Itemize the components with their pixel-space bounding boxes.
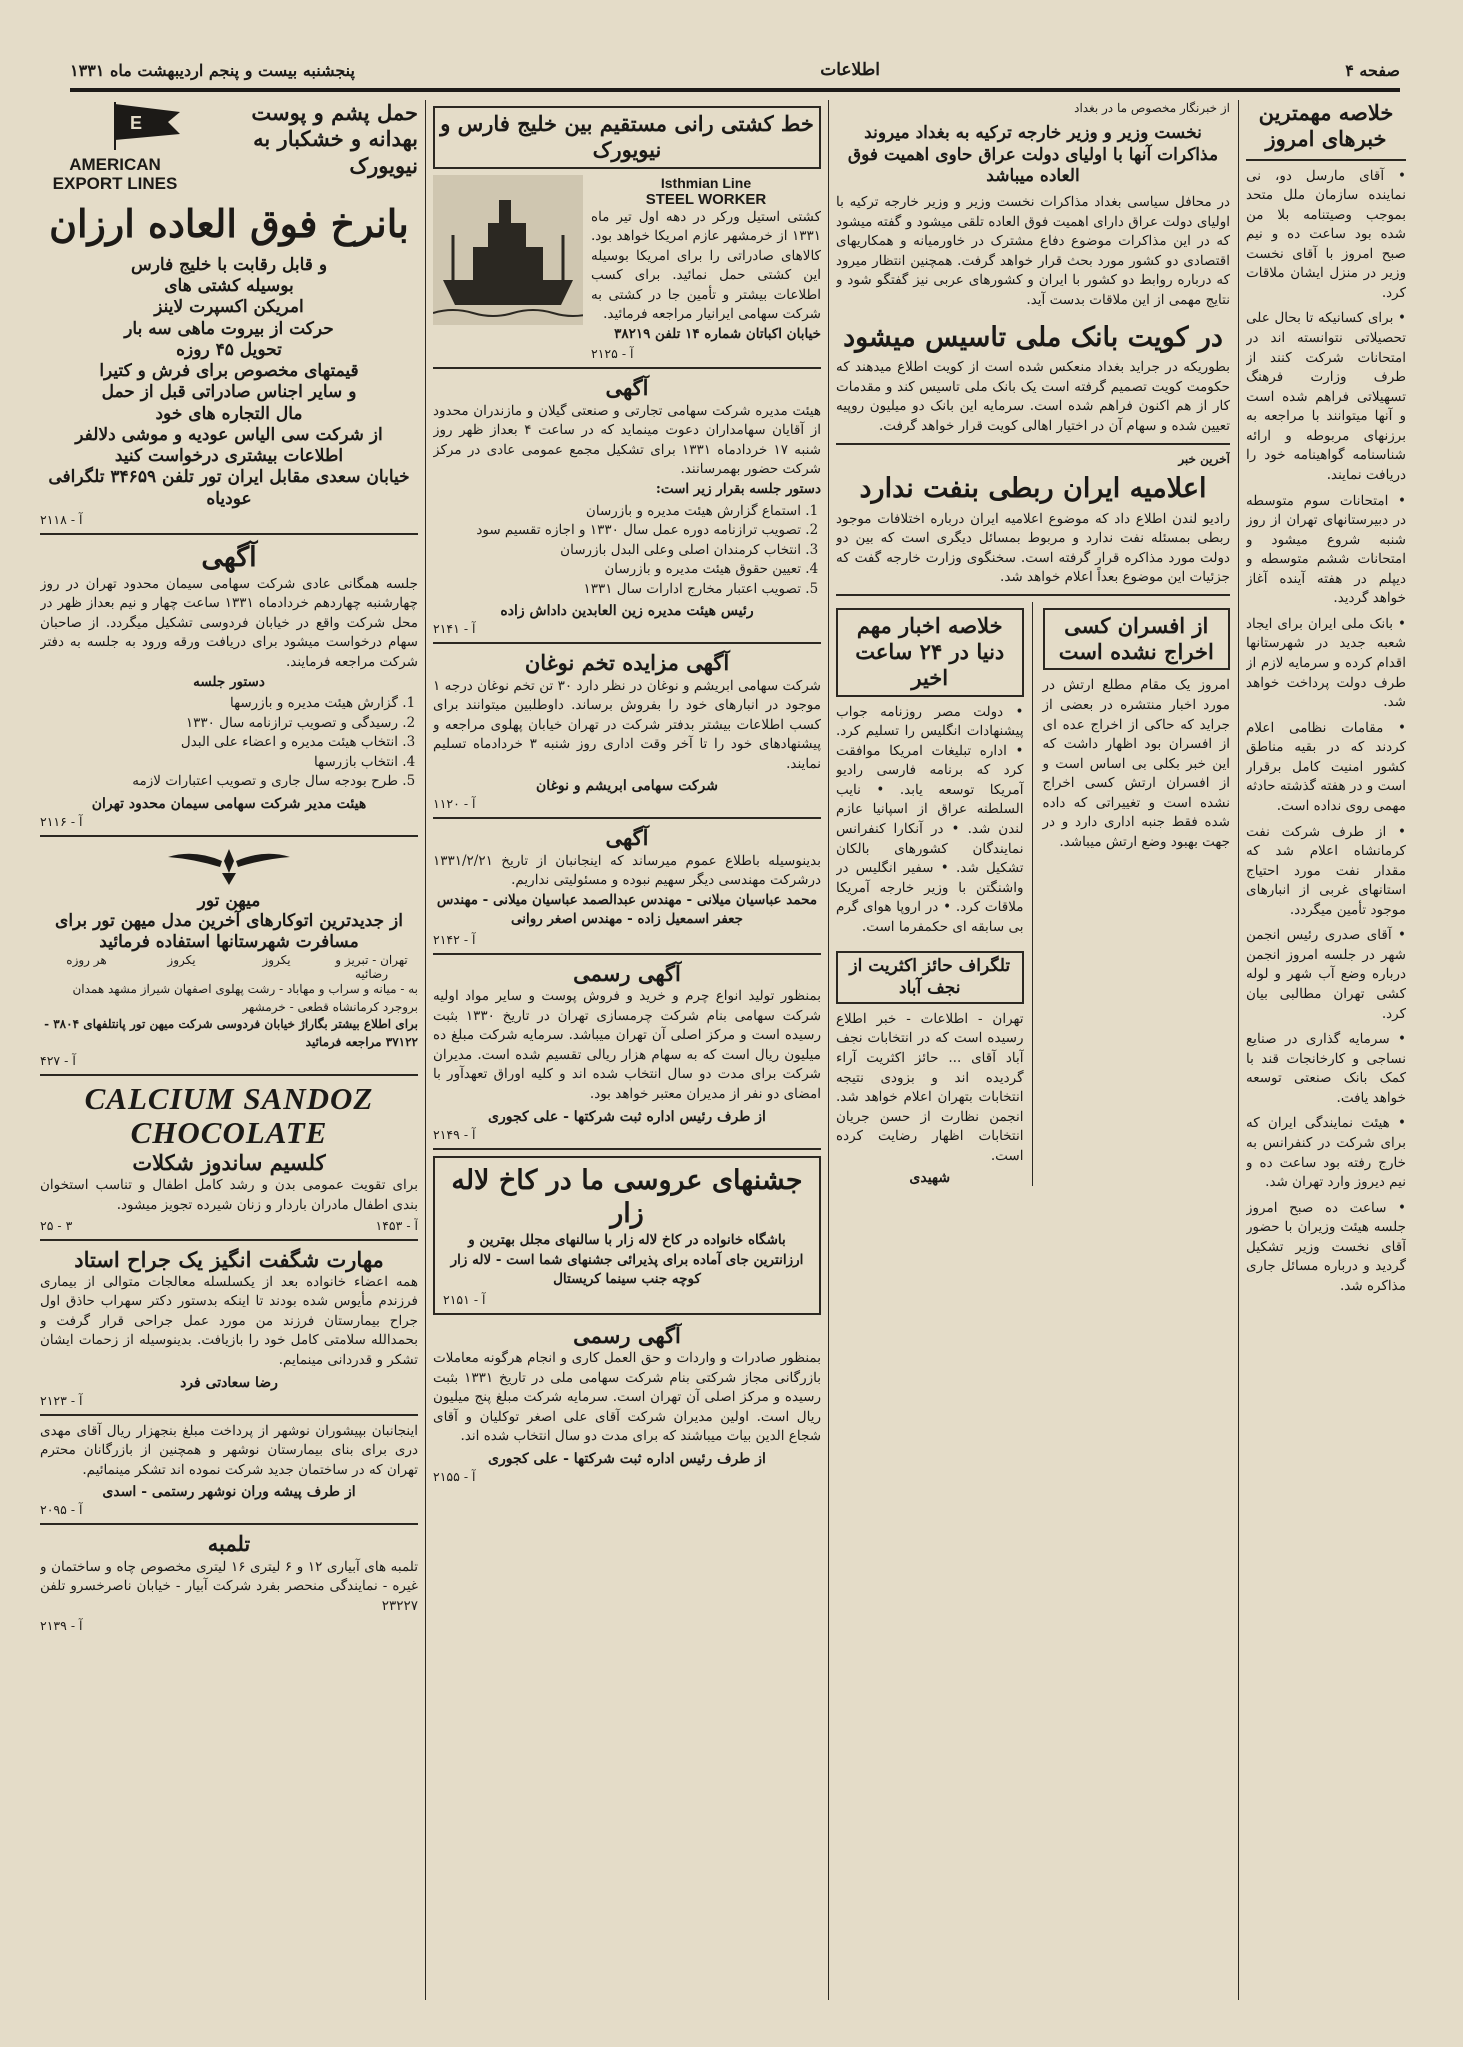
news-column <box>836 100 1230 2005</box>
divider <box>40 1523 418 1525</box>
ship-name: STEEL WORKER <box>645 190 767 208</box>
mihan-title: از جدیدترین اتوکارهای آخرین مدل میهن تور برای مسافرت شهرستانها استفاده فرمائید <box>55 910 403 953</box>
mihan-address: برای اطلاع بیشتر بگاراژ خیابان فردوسی شرکت میهن تور پانتلفهای ۳۸۰۴ - ۳۷۱۲۲ مراجعه فرمائید <box>44 1017 418 1049</box>
notice-title: آگهی مزایده تخم نوغان <box>524 650 730 676</box>
split-section <box>836 602 1230 1187</box>
list-item: 3. انتخاب کرمندان اصلی وعلی البدل بازرسان <box>433 541 801 561</box>
text-line: یکروز <box>262 953 291 968</box>
text-line: • بانک ملی ایران برای ایجاد شعبه جدید در شهرستانها اقدام کرده و سرمایه لازم از طرف دولت پرداخت خواهد شد. <box>1246 615 1406 711</box>
list-item: 4. تعیین حقوق هیئت مدیره و بازرسان <box>433 560 801 580</box>
text-line: از شرکت سی الیاس عودیه و موشی دلالفر <box>75 424 383 445</box>
ad-code: آ - ۲۱۳۹ <box>40 1618 83 1634</box>
text-line: و سایر اجناس صادراتی قبل از حمل <box>101 382 357 403</box>
tolombe-body: تلمبه های آبیاری ۱۲ و ۶ لیتری ۱۶ لیتری مخصوص چاه و ساختمان و غیره - نمایندگی منحصر بفرد شرکت آبیار - خیابان ناصرخسرو تلفن ۲۳۲۲۷ <box>40 1558 418 1614</box>
tolombe-title: تلمبه <box>207 1531 251 1557</box>
ship-ad <box>433 175 821 362</box>
winged-emblem-icon <box>164 843 294 887</box>
notice-names: محمد عباسیان میلانی - مهندس عبدالصمد عباسیان میلانی - مهندس جعفر اسمعیل زاده - مهندس اصغر روانی <box>436 891 818 928</box>
ad-code: آ - ۲۱۴۲ <box>433 931 476 947</box>
notice-body: شرکت سهامی ابریشم و نوغان در نظر دارد ۳۰ تن تخم نوغان درجه ۱ موجود در انبارهای خود را بفروش برساند. داوطلبین میتوانند برای کسب اطلاعات بیشتر بدفتر شرکت در تهران خیابان پهلوی مراجعه و پیشنهادهای خود را تا آخر وقت اداری روز شنبه ۳ خردادماه تسلیم نمایند. <box>433 677 821 772</box>
list-item: 3. انتخاب هیئت مدیره و اعضاء علی البدل <box>40 733 398 753</box>
text-line: خیابان سعدی مقابل ایران تور تلفن ۳۴۶۵۹ تلگرافی عودیاه <box>48 467 410 509</box>
ad-code: آ - ۲۱۲۳ <box>40 1392 83 1408</box>
export-headline: بانرخ فوق العاده ارزان <box>49 201 409 247</box>
surgeon-title: مهارت شگفت انگیز یک جراح استاد <box>74 1246 384 1272</box>
ad-code: آ - ۲۰۹۵ <box>40 1502 83 1518</box>
text-line: بوسیله کشتی های <box>164 276 294 297</box>
summary-title: خلاصه مهمترین خبرهای امروز <box>1258 100 1394 152</box>
list-item: 4. انتخاب بازرسها <box>40 753 398 773</box>
column-rule <box>828 100 829 2000</box>
ads-column-left <box>40 100 418 2005</box>
notice-title: آگهی <box>605 375 649 401</box>
sub-column <box>836 602 1033 1187</box>
headline: خط کشتی رانی مستقیم بین خلیج فارس و نیویورک <box>433 106 821 169</box>
calcium-body: برای تقویت عمومی بدن و رشد کامل اطفال و تناسب استخوان بندی اطفال مادران باردار و زنان شیرده تجویز میشود. <box>40 1177 418 1213</box>
text-line: • آقای مارسل دو، نی نماینده سازمان ملل متحد بموجب وصیتنامه بلا من شده بود ساعت ده و نیم صبح امروز با آقای نخست وزیر در منزل ایشان ملاقات کرد. <box>1246 167 1406 301</box>
article-body: در محافل سیاسی بغداد مذاکرات نخست وزیر و وزیر خارجه ترکیه با اولیای دولت عراق دارای اهمیت فوق العاده تلقی میشود و گفته میشود که در این مذاکرات موضوع دفاع مشترک در خاورمیانه و همکاریهای اقتصادی دو کشور مورد بحث قرار خواهد گرفت. همچنین انتظار میرود که درباره روابط دو کشور با ایران و کشورهای عربی نیز گفتگو شود و نتایج مهمی از این ملاقات بدست آید. <box>836 194 1230 308</box>
surgeon-body: همه اعضاء خانواده بعد از یکسلسله معالجات متوالی از بیماری فرزندم مأیوس شده بودند تا اینکه بدستور دکتر سهراب حاذق اول جراح بیمارستان فرزند من مورد عمل جراحی قرار گرفت و بحمدالله سلامتی کامل خود را بازیافت. بدینوسیله از زحمات ایشان تشکر و قدردانی مینمایم. <box>40 1273 418 1369</box>
calcium-persian: کلسیم ساندوز شکلات <box>132 1150 326 1176</box>
code-row <box>40 1216 418 1233</box>
article-body: امروز یک مقام مطلع ارتش در مورد اخبار منتشره در بعضی از جراید که حاکی از اخراج عده ای از افسران بود اظهار داشت که این خبر بکلی بی اساس است و از افسران ارتش کسی اخراج نشده است و تغییراتی که داده شده فقط جنبه اداری دارد و در جهت بهبود وضع ارتش میباشد. <box>1042 677 1230 850</box>
ad-code: آ - ۲۱۴۱ <box>433 621 476 637</box>
ad-code: آ - ۲۱۲۵ <box>591 346 634 362</box>
list-item: 5. طرح بودجه سال جاری و تصویب اعتبارات لازمه <box>40 772 398 792</box>
signature: شهیدی <box>909 1170 951 1187</box>
headline: اعلامیه ایران ربطی بنفت ندارد <box>859 472 1207 504</box>
ad-code: آ - ۲۱۱۶ <box>40 813 83 829</box>
summary-column <box>1246 100 1406 2005</box>
notice-title: آگهی رسمی <box>573 1322 681 1348</box>
signature: از طرف پیشه وران نوشهر رستمی - اسدی <box>102 1484 356 1501</box>
list-item: 1. استماع گزارش هیئت مدیره و بازرسان <box>433 502 801 522</box>
sub-column <box>1043 602 1231 1187</box>
text-line: امریکن اکسپرت لاینز <box>154 297 304 318</box>
flag-icon <box>40 100 190 152</box>
text-line: تحویل ۴۵ روزه <box>176 339 282 360</box>
divider <box>1246 159 1406 161</box>
divider <box>40 1074 418 1076</box>
text-line: و قابل رقابت با خلیج فارس <box>130 254 328 275</box>
divider <box>433 817 821 819</box>
agenda-title: دستور جلسه بقرار زیر است: <box>655 480 821 497</box>
text-line: • از طرف شرکت نفت کرمانشاه اعلام شد که مقدار نفت مورد احتیاج استانهای غربی از انبارهای موجود تأمین میگردد. <box>1246 823 1406 918</box>
text-line: • آقای صدری رئیس انجمن شهر در جلسه امروز انجمن درباره وضع آب شهر و لوله کشی تهران مطالبی بیان کرد. <box>1246 927 1406 1022</box>
schedule-row <box>40 953 418 981</box>
divider <box>836 594 1230 596</box>
export-logo <box>40 100 190 193</box>
calcium-brand: CALCIUM SANDOZ CHOCOLATE <box>84 1080 374 1151</box>
section-header: از خبرنگار مخصوص ما در بغداد <box>1074 101 1230 115</box>
headline: از افسران کسی اخراج نشده است <box>1043 608 1231 671</box>
notice-title: آگهی <box>201 541 257 573</box>
text-line: • برای کسانیکه تا بحال علی تحصیلاتی نتوانسته اند در امتحانات شرکت کنند از طرف وزارت فرهنگ تسهیلاتی فراهم شده است و آنها میتوانند با مراجعه به برزنهای مربوطه و ارائه شناسنامه گواهینامه خود را دریافت نمایند. <box>1246 310 1406 483</box>
wedding-ad <box>433 1156 821 1315</box>
notice-body: هیئت مدیره شرکت سهامی تجارتی و صنعتی گیلان و مازندران محدود از آقایان سهامداران دعوت مینماید که در ساعت ۴ بعداز ظهر روز شنبه ۱۷ خردادماه ۱۳۳۱ برای تشکیل مجمع عمومی عادی در مرکز شرکت حضور بهمرسانند. <box>433 402 821 478</box>
signature: رئیس هیئت مدیره زین العابدین داداش زاده <box>500 603 754 620</box>
column-rule <box>425 100 426 2000</box>
summary-list <box>1246 167 1406 1297</box>
article-body: تهران - اطلاعات - خبر اطلاع رسیده است که در انتخابات نجف آباد آقای ... حائز اکثریت آراء گردیده اند و بزودی نتیجه انتخابات بتهران اعلام خواهد شد. انجمن نظارت از حسن جریان انتخابات اظهار رضایت کرده است. <box>836 1010 1024 1164</box>
wedding-title: جشنهای عروسی ما در کاخ لاله زار <box>451 1164 803 1230</box>
agenda-list <box>433 502 801 600</box>
notice-body: بدینوسیله باطلاع عموم میرساند که اینجانبان از تاریخ ۱۳۳۱/۲/۲۱ درشرکت مهندسی دیگر سهیم نبوده و مسئولیتی نداریم. <box>433 852 821 889</box>
article-body: بطوریکه در جراید بغداد منعکس شده است از کویت اطلاع میدهند که حکومت کویت تصمیم گرفته است یک بانک ملی تاسیس کند و مقدمات کار از هم اکنون فراهم شده است. سرمایه این بانک دو میلیون روپیه تعیین شده و سهام آن در اختیار اهالی کویت قرار خواهد گرفت. <box>836 359 1230 434</box>
signature: از طرف رئیس اداره ثبت شرکتها - علی کجوری <box>488 1450 766 1467</box>
text-line: • سرمایه گذاری در صنایع نساجی و کارخانجات قند با کمک بانک صنعتی توسعه خواهد یافت. <box>1246 1031 1406 1106</box>
page-number: صفحه ۴ <box>1345 60 1400 80</box>
divider <box>433 1148 821 1150</box>
brand-name: AMERICAN EXPORT LINES <box>52 155 178 193</box>
ship-address: خیابان اکباتان شماره ۱۴ تلفن ۳۸۲۱۹ <box>614 325 821 342</box>
ad-code: آ - ۲۱۵۱ <box>443 1291 486 1307</box>
wedding-body: باشگاه خانواده در کاخ لاله زار با سالنهای مجلل بهترین و ارزانترین جای آماده برای پذیرائی جشنهای شما است - لاله زار کوچه جنب سینما کریستال <box>450 1232 804 1288</box>
column-rule <box>1238 100 1239 2000</box>
ship-text <box>591 175 821 362</box>
notice-body: جلسه همگانی عادی شرکت سهامی سیمان محدود تهران در روز چهارشنبه چهاردهم خردادماه ۱۳۳۱ ساعت چهار و نیم بعداز ظهر در محل شرکت واقع در خیابان فردوسی تشکیل میگردد. از صاحبان سهام درخواست میشود برای دریافت ورقه ورود به جلسه به دفتر شرکت مراجعه فرمایند. <box>40 575 418 670</box>
text-line: مال التجاره های خود <box>155 403 303 424</box>
text-line: اطلاعات بیشتری درخواست کنید <box>114 446 344 467</box>
ad-code: آ - ۴۲۷ <box>40 1052 76 1068</box>
signature: از طرف رئیس اداره ثبت شرکتها - علی کجوری <box>488 1108 766 1125</box>
mihan-logo <box>40 843 418 911</box>
mihan-name: میهن تور <box>197 890 261 911</box>
notice-title: آگهی رسمی <box>573 960 681 986</box>
text-line: • مقامات نظامی اعلام کردند که در بقیه مناطق کشور امنیت کامل برقرار است و در هفته گذشته حادثه مهمی روی نداده است. <box>1246 719 1406 814</box>
divider <box>836 443 1230 445</box>
agenda-title: دستور جلسه <box>193 673 265 690</box>
signature: شرکت سهامی ابریشم و نوغان <box>536 778 718 795</box>
ad-code: آ - ۲۱۵۵ <box>433 1468 476 1484</box>
paper-name: اطلاعات <box>820 60 880 80</box>
text-line: • هیئت نمایندگی ایران که برای شرکت در کنفرانس به خارج رفته بود ساعت ده و نیم دیروز وارد تهران شد. <box>1246 1115 1406 1191</box>
list-item: 5. تصویب اعتبار مخارج ادارات سال ۱۳۳۱ <box>433 580 801 600</box>
text-line: تهران - تبریز و رضائیه <box>335 953 408 982</box>
ads-column <box>433 100 821 2005</box>
notice-body: بمنظور تولید انواع چرم و خرید و فروش پوست و سایر مواد اولیه شرکت سهامی بنام شرکت چرمسازی تهران در تاریخ ۱۳۳۰ بثبت رسیده است و مرکز اصلی آن تهران میباشد. سرمایه شرکت مبلغ ده میلیون ریال است که به سهام هزار ریالی تقسیم شده است. مدیران شرکت برای مدت دو سال انتخاب شده اند و کلیه اوراق تعهدآور با امضای دو نفر از مدیران معتبر خواهد بود. <box>433 988 821 1102</box>
text-line: یکروز <box>167 953 196 968</box>
ship-body: کشتی استیل ورکر در دهه اول تیر ماه ۱۳۳۱ از خرمشهر عازم امریکا خواهد بود. کالاهای صادراتی را برای امریکا بوسیله این کشتی حمل نمائید. برای کسب اطلاعات بیشتر و تأمین جا در کشتی به شرکت سهامی ایرانیار مراجعه فرمائید. <box>591 208 821 323</box>
section-header: آخرین خبر <box>1178 451 1230 466</box>
ad-code: آ - ۲۱۴۹ <box>433 1126 476 1142</box>
masthead <box>70 52 1400 92</box>
notice-body: بمنظور صادرات و واردات و حق العمل کاری و انجام هرگونه معاملات بازرگانی مجاز شرکتی بنام شرکت سهامی ملی در تاریخ ۱۳۳۱ بثبت رسیده و مرکز اصلی آن تهران است. سرمایه شرکت مبلغ پنج میلیون ریال است. اولین مدیران شرکت آقای علی اصغر توکلیان و آقای شجاع الدین بیات میباشند که برای مدت دو سال انتخاب شده اند. <box>433 1349 821 1445</box>
agenda-list <box>40 694 398 792</box>
divider <box>40 1414 418 1416</box>
text-line: هر روزه <box>66 953 107 968</box>
ad-code: آ - ۱۴۵۳ <box>375 1217 418 1233</box>
headline: تلگراف حائز اکثریت از نجف آباد <box>836 951 1024 1004</box>
ad-code: آ - ۱۱۲۰ <box>433 796 476 812</box>
text-line: • ساعت ده صبح امروز جلسه هیئت وزیران با حضور آقای نخست وزیر تشکیل گردید و درباره مسائل جاری مذاکره شد. <box>1246 1199 1406 1294</box>
signature: هیئت مدیر شرکت سهامی سیمان محدود تهران <box>91 795 367 812</box>
export-details <box>40 255 418 510</box>
headline: در کویت بانک ملی تاسیس میشود <box>843 321 1223 353</box>
headline: خلاصه اخبار مهم دنیا در ۲۴ ساعت اخیر <box>836 608 1024 697</box>
flag-letter: E <box>129 113 142 133</box>
article-body: • دولت مصر روزنامه جواب پیشنهادات انگلیس را تسلیم کرد. • اداره تبلیغات امریکا موافقت کرد که برنامه فارسی رادیو آمریکا توسعه یابد. • نایب السلطنه عراق از اسپانیا عازم لندن شد. • در آنکارا کنفرانس نمایندگان کشورهای بالکان تشکیل شد. • سفیر انگلیس در واشنگتن با وزیر خارجه آمریکا ملاقات کرد. • در اروپا هوای گرم بی سابقه ای حکمفرما است. <box>836 703 1024 935</box>
divider <box>40 533 418 535</box>
ship-illustration <box>433 175 583 325</box>
signature: رضا سعادتی فرد <box>180 1374 278 1391</box>
ship-line-name: Isthmian Line <box>660 174 752 191</box>
divider <box>40 835 418 837</box>
list-item: 2. رسیدگی و تصویب ترازنامه سال ۱۳۳۰ <box>40 714 398 734</box>
export-intro: حمل پشم و پوست بهدانه و خشکبار به نیویورک <box>251 100 418 178</box>
headline: نخست وزیر و وزیر خارجه ترکیه به بغداد میروند مذاکرات آنها با اولیای دولت عراق حاوی اهمیت فوق العاده میباشد <box>847 123 1219 186</box>
list-item: 1. گزارش هیئت مدیره و بازرسها <box>40 694 398 714</box>
divider <box>433 367 821 369</box>
list-item: 2. تصویب ترازنامه دوره عمل سال ۱۳۳۰ و اجازه تقسیم سود <box>433 521 801 541</box>
divider <box>40 1239 418 1241</box>
text-line: حرکت از بیروت ماهی سه بار <box>124 318 334 339</box>
issue-date: پنجشنبه بیست و پنجم اردیبهشت ماه ۱۳۳۱ <box>70 60 355 80</box>
mihan-routes: به - میانه و سراب و مهاباد - رشت پهلوی اصفهان شیراز مشهد همدان بروجرد کرمانشاه قطعی - خرمشهر <box>72 982 418 1014</box>
ad-code: آ - ۲۱۱۸ <box>40 511 83 527</box>
notice-title: آگهی <box>605 825 649 851</box>
thanks-body: اینجانبان بپیشوران نوشهر از پرداخت مبلغ بنجهزار ریال آقای مهدی دری برای بنای بیمارستان نوشهر و همچنین از بازرگانان محترم تهران که در ساختمان جدید شرکت نموده اند تشکر مینمائیم. <box>40 1422 418 1478</box>
text-line: قیمتهای مخصوص برای فرش و کتیرا <box>99 361 359 382</box>
ad-code: ۲۵ - ۳ <box>40 1217 73 1233</box>
divider <box>433 642 821 644</box>
export-header <box>40 100 418 193</box>
text-line: • امتحانات سوم متوسطه در دبیرستانهای تهران از روز شنبه شروع میشود و امتحانات ششم متوسطه و دیپلم در هفته آینده آغاز خواهد گردید. <box>1246 492 1406 607</box>
article-body: رادیو لندن اطلاع داد که موضوع اعلامیه ایران درباره اختلافات موجود ربطی بمسئله نفت ندارد و مربوط بمسائل دیگری است که بین دو دولت مورد مذاکره قرار گرفته است. سخنگوی وزارت خارجه گفت که جزئیات این موضوع بعداً اعلام خواهد شد. <box>836 510 1230 586</box>
divider <box>433 953 821 955</box>
